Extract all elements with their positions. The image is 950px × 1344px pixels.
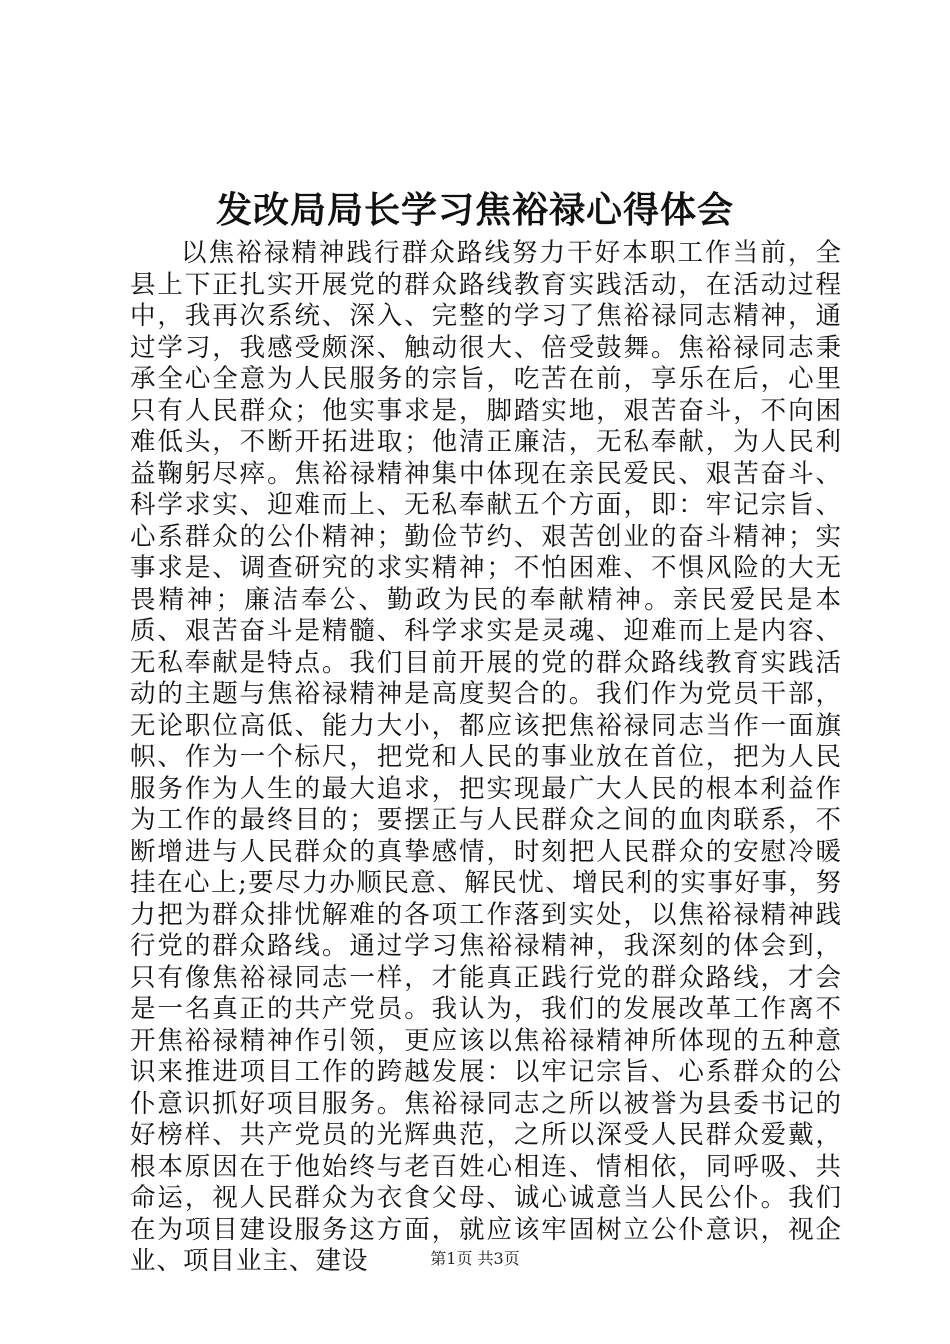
document-title: 发改局局长学习焦裕禄心得体会 [215, 189, 734, 231]
body-paragraph: 以焦裕禄精神践行群众路线努力干好本职工作当前，全县上下正扎实开展党的群众路线教育实践活动，在活动过程中，我再次系统、深入、完整的学习了焦裕禄同志精神，通过学习，我感受颇深、触动很大、倍受鼓舞。焦裕禄同志秉承全心全意为人民服务的宗旨，吃苦在前，享乐在后，心里只有人民群众；他实事求是，脚踏实地，艰苦奋斗，不向困难低头，不断开拓进取；他清正廉洁，无私奉献，为人民利益鞠躬尽瘁。焦裕禄精神集中体现在亲民爱民、艰苦奋斗、科学求实、迎难而上、无私奉献五个方面，即：牢记宗旨、心系群众的公仆精神；勤俭节约、艰苦创业的奋斗精神；实事求是、调查研究的求实精神；不怕困难、不惧风险的大无畏精神；廉洁奉公、勤政为民的奉献精神。亲民爱民是本质、艰苦奋斗是精髓、科学求实是灵魂、迎难而上是内容、无私奉献是特点。我们目前开展的党的群众路线教育实践活动的主题与焦裕禄精神是高度契合的。我们作为党员干部，无论职位高低、能力大小，都应该把焦裕禄同志当作一面旗帜、作为一个标尺，把党和人民的事业放在首位，把为人民服务作为人生的最大追求，把实现最广大人民的根本利益作为工作的最终目的；要摆正与人民群众之间的血肉联系，不断增进与人民群众的真挚感情，时刻把人民群众的安慰冷暖挂在心上;要尽力办顺民意、解民忧、增民利的实事好事，努力把为群众排忧解难的各项工作落到实处，以焦裕禄精神践行党的群众路线。通过学习焦裕禄精神，我深刻的体会到，只有像焦裕禄同志一样，才能真正践行党的群众路线，才会是一名真正的共产党员。我认为，我们的发展改革工作离不开焦裕禄精神作引领，更应该以焦裕禄精神所体现的五种意识来推进项目工作的跨越发展：以牢记宗旨、心系群众的公仆意识抓好项目服务。焦裕禄同志之所以被誉为县委书记的好榜样、共产党员的光辉典范，之所以深受人民群众爱戴，根本原因在于他始终与老百姓心相连、情相依，同呼吸、共命运，视人民群众为衣食父母、诚心诚意当人民公仆。我们在为项目建设服务这方面，就应该牢固树立公仆意识，视企业、项目业主、建设 [130, 238, 842, 1276]
page-number-footer: 第1页 共3页 [430, 1249, 520, 1268]
